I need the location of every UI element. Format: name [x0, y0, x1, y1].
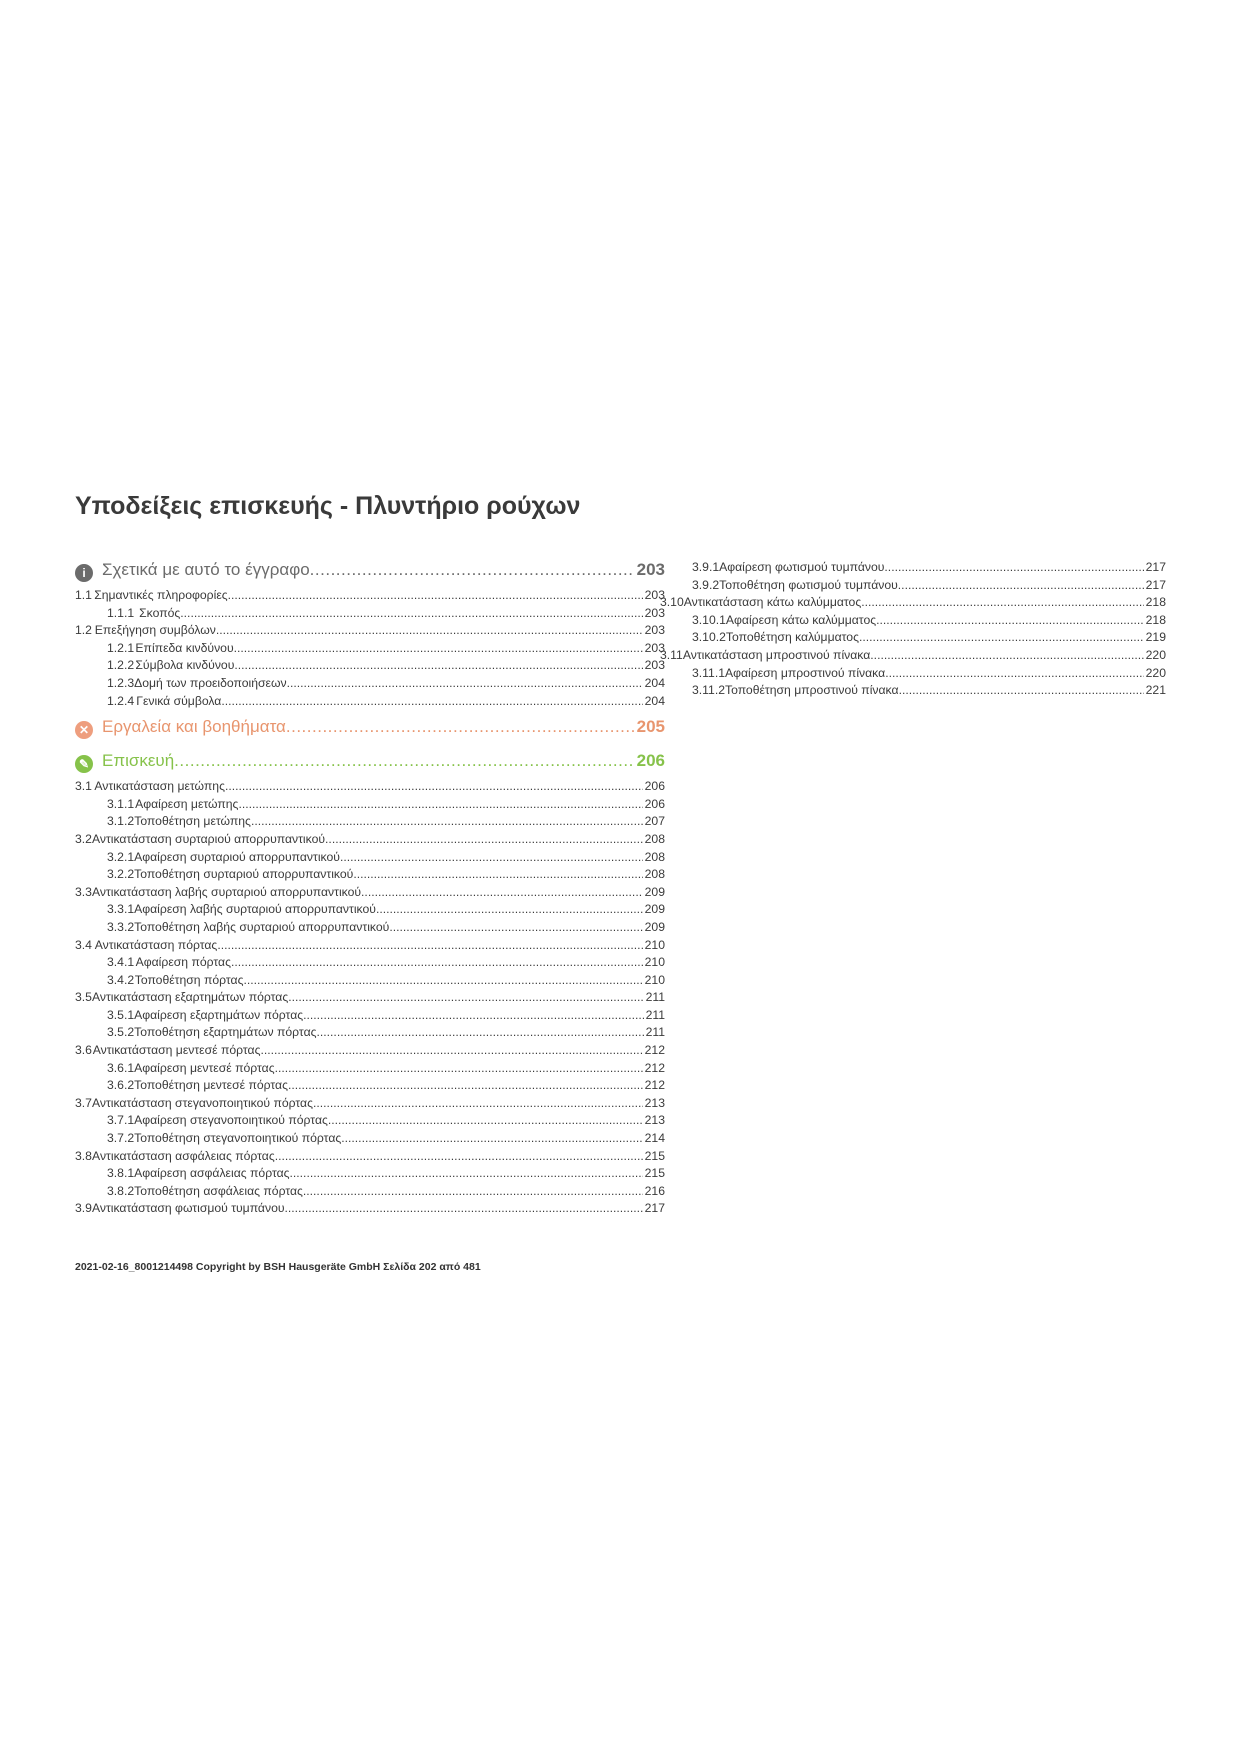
entry-page: 211	[645, 1007, 665, 1022]
toc-entry[interactable]	[75, 1113, 665, 1131]
toc-entry[interactable]	[75, 920, 665, 938]
entry-page: 220	[1145, 647, 1166, 662]
entry-label: Τοποθέτηση μπροστινού πίνακα	[724, 683, 899, 698]
leader-dots	[859, 630, 1144, 644]
entry-number: 3.11.2	[692, 683, 725, 698]
entry-number: 3.6.1	[107, 1060, 135, 1075]
toc-entry[interactable]	[75, 938, 665, 956]
toc-right-column	[660, 560, 1166, 701]
entry-page: 203	[644, 658, 665, 673]
toc-section-tools[interactable]	[75, 717, 665, 745]
entry-label: Αντικατάσταση στεγανοποιητικού πόρτας	[91, 1095, 313, 1110]
toc-list-about	[75, 588, 665, 711]
entry-label: Αφαίρεση φωτισμού τυμπάνου	[719, 560, 885, 574]
info-icon: i	[75, 564, 93, 582]
entry-number: 3.6	[75, 1043, 92, 1058]
section-label: Επισκευή	[102, 751, 175, 771]
entry-label: Αφαίρεση πόρτας	[135, 955, 231, 970]
leader-dots	[303, 1008, 643, 1022]
toc-entry[interactable]	[75, 885, 665, 903]
toc-entry[interactable]	[660, 560, 1166, 578]
leader-dots	[228, 588, 643, 602]
leader-dots	[310, 560, 635, 580]
entry-number: 3.2	[75, 831, 92, 846]
toc-entry[interactable]	[75, 902, 665, 920]
entry-label: Αντικατάσταση μπροστινού πίνακα	[682, 647, 871, 662]
leader-dots	[251, 814, 643, 828]
entry-label: Αντικατάσταση μεντεσέ πόρτας	[92, 1043, 261, 1058]
entry-label: Αφαίρεση μεντεσέ πόρτας	[134, 1060, 275, 1075]
toc-entry[interactable]	[75, 623, 665, 641]
leader-dots	[231, 955, 643, 969]
leader-dots	[288, 1078, 643, 1092]
entry-page: 220	[1145, 665, 1166, 680]
entry-number: 3.4.2	[107, 972, 135, 987]
entry-number: 3.10.2	[692, 630, 726, 645]
entry-page: 217	[644, 1201, 665, 1216]
entry-page: 211	[645, 1025, 665, 1040]
section-page: 205	[636, 717, 665, 737]
entry-label: Αντικατάσταση κάτω καλύμματος	[683, 595, 862, 610]
toc-section-repair[interactable]	[75, 751, 665, 779]
leader-dots	[389, 920, 642, 934]
entry-page: 215	[644, 1166, 665, 1181]
entry-page: 218	[1145, 595, 1166, 610]
entry-number: 3.11.1	[692, 665, 725, 680]
toc-entry[interactable]	[660, 578, 1166, 596]
entry-label: Αφαίρεση στεγανοποιητικού πόρτας	[134, 1113, 328, 1128]
entry-page: 216	[644, 1183, 665, 1198]
entry-label: Αφαίρεση μπροστινού πίνακα	[724, 665, 886, 680]
entry-number: 1.2	[75, 623, 92, 638]
toc-entry[interactable]	[75, 990, 665, 1008]
entry-page: 215	[644, 1148, 665, 1163]
entry-number: 3.7.2	[107, 1131, 135, 1146]
toc-entry[interactable]	[75, 1096, 665, 1114]
entry-page: 210	[644, 955, 665, 970]
toc-entry[interactable]	[75, 1184, 665, 1202]
entry-page: 203	[644, 605, 665, 620]
toc-entry[interactable]	[75, 1149, 665, 1167]
leader-dots	[376, 902, 643, 916]
entry-number: 3.9.2	[692, 577, 720, 592]
entry-label: Σκοπός	[139, 605, 181, 620]
page-footer: 2021-02-16_8001214498 Copyright by BSH Hausgeräte GmbH Σελίδα 202 από 481	[75, 1261, 481, 1273]
entry-number: 3.9	[75, 1201, 92, 1216]
leader-dots	[870, 648, 1143, 662]
toc-entry[interactable]	[75, 1008, 665, 1026]
entry-label: Τοποθέτηση μετώπης	[134, 814, 251, 829]
toc-entry[interactable]	[75, 1201, 665, 1219]
entry-label: Επεξήγηση συμβόλων	[94, 623, 216, 638]
entry-number: 1.1.1	[107, 605, 135, 620]
leader-dots	[288, 990, 643, 1004]
entry-page: 209	[644, 919, 665, 934]
leader-dots	[290, 1166, 643, 1180]
leader-dots	[898, 578, 1144, 592]
leader-dots	[341, 1131, 642, 1145]
entry-label: Τοποθέτηση πόρτας	[134, 972, 244, 987]
entry-page: 208	[644, 849, 665, 864]
toc-entry[interactable]	[75, 832, 665, 850]
leader-dots	[243, 973, 642, 987]
toc-entry[interactable]	[660, 630, 1166, 648]
entry-page: 209	[644, 902, 665, 917]
leader-dots	[275, 1149, 643, 1163]
entry-label: Τοποθέτηση καλύμματος	[725, 630, 859, 645]
section-label: Εργαλεία και βοηθήματα	[102, 717, 286, 737]
leader-dots	[225, 779, 643, 793]
entry-number: 3.5.1	[107, 1007, 135, 1022]
toc-entry[interactable]	[660, 648, 1166, 666]
entry-page: 206	[644, 796, 665, 811]
entry-page: 207	[644, 814, 665, 829]
entry-label: Γενικά σύμβολα	[136, 693, 222, 708]
entry-number: 3.4	[75, 937, 92, 952]
toc-entry[interactable]	[75, 1061, 665, 1079]
entry-page: 208	[644, 831, 665, 846]
entry-page: 213	[644, 1113, 665, 1128]
leader-dots	[174, 751, 634, 771]
page-title: Υποδείξεις επισκευής - Πλυντήριο ρούχων	[75, 492, 581, 520]
leader-dots	[260, 1043, 642, 1057]
toc-entry[interactable]	[660, 613, 1166, 631]
entry-page: 209	[644, 884, 665, 899]
toc-entry[interactable]	[75, 1166, 665, 1184]
leader-dots	[217, 938, 642, 952]
entry-number: 3.11	[660, 647, 683, 662]
entry-label: Αντικατάσταση φωτισμού τυμπάνου	[91, 1201, 285, 1216]
leader-dots	[861, 595, 1143, 609]
entry-number: 1.2.2	[107, 658, 135, 673]
toc-entry[interactable]	[75, 694, 665, 712]
toc-left-column	[75, 560, 665, 1219]
leader-dots	[317, 1025, 644, 1039]
leader-dots	[884, 560, 1143, 574]
entry-label: Αφαίρεση συρταριού απορρυπαντικού	[134, 849, 340, 864]
toc-list-repair-left	[75, 779, 665, 1219]
entry-number: 3.3	[75, 884, 92, 899]
toc-entry[interactable]	[75, 588, 665, 606]
entry-page: 214	[644, 1131, 665, 1146]
leader-dots	[361, 885, 643, 899]
leader-dots	[287, 676, 643, 690]
entry-number: 3.1.1	[107, 796, 135, 811]
tools-cross-icon: ✕	[75, 721, 93, 739]
entry-page: 212	[644, 1043, 665, 1058]
entry-number: 3.3.1	[107, 902, 135, 917]
entry-number: 1.1	[75, 588, 92, 602]
entry-number: 3.8.1	[107, 1166, 135, 1181]
toc-entry[interactable]	[660, 595, 1166, 613]
entry-page: 210	[644, 937, 665, 952]
toc-entry[interactable]	[75, 973, 665, 991]
leader-dots	[325, 832, 643, 846]
leader-dots	[238, 797, 642, 811]
entry-label: Αντικατάσταση εξαρτημάτων πόρτας	[91, 990, 289, 1005]
entry-page: 213	[644, 1095, 665, 1110]
entry-number: 3.6.2	[107, 1078, 135, 1093]
entry-label: Τοποθέτηση φωτισμού τυμπάνου	[719, 577, 898, 592]
leader-dots	[885, 666, 1143, 680]
entry-label: Τοποθέτηση στεγανοποιητικού πόρτας	[134, 1131, 342, 1146]
entry-page: 212	[644, 1060, 665, 1075]
entry-number: 3.9.1	[692, 560, 720, 574]
entry-label: Σημαντικές πληροφορίες	[94, 588, 228, 602]
entry-page: 212	[644, 1078, 665, 1093]
leader-dots	[876, 613, 1144, 627]
entry-number: 3.2.2	[107, 867, 135, 882]
entry-label: Τοποθέτηση συρταριού απορρυπαντικού	[134, 867, 354, 882]
entry-page: 204	[644, 675, 665, 690]
entry-label: Τοποθέτηση μεντεσέ πόρτας	[134, 1078, 288, 1093]
entry-number: 3.8.2	[107, 1183, 135, 1198]
entry-page: 203	[644, 640, 665, 655]
entry-label: Αντικατάσταση συρταριού απορρυπαντικού	[91, 831, 326, 846]
entry-number: 3.7.1	[107, 1113, 135, 1128]
entry-number: 3.2.1	[107, 849, 135, 864]
toc-entry[interactable]	[75, 606, 665, 624]
toc-entry[interactable]	[75, 779, 665, 797]
entry-label: Τοποθέτηση λαβής συρταριού απορρυπαντικού	[134, 919, 390, 934]
entry-number: 3.1	[75, 779, 92, 794]
toc-section-about[interactable]	[75, 560, 665, 588]
section-label: Σχετικά με αυτό το έγγραφο	[102, 560, 310, 579]
entry-number: 3.4.1	[107, 955, 135, 970]
toc-entry[interactable]	[75, 797, 665, 815]
entry-number: 3.7	[75, 1095, 92, 1110]
repair-icon: ✎	[75, 755, 93, 773]
section-page: 206	[636, 751, 665, 771]
entry-label: Αφαίρεση μετώπης	[135, 796, 239, 811]
leader-dots	[313, 1096, 643, 1110]
entry-page: 208	[644, 867, 665, 882]
toc-entry[interactable]	[660, 666, 1166, 684]
entry-label: Σύμβολα κινδύνου	[135, 658, 235, 673]
entry-page: 217	[1145, 577, 1166, 592]
entry-label: Αντικατάσταση πόρτας	[94, 937, 218, 952]
section-page: 203	[636, 560, 665, 579]
leader-dots	[353, 867, 642, 881]
leader-dots	[275, 1061, 643, 1075]
toc-entry[interactable]	[75, 641, 665, 659]
entry-label: Τοποθέτηση εξαρτημάτων πόρτας	[134, 1025, 317, 1040]
entry-label: Αφαίρεση εξαρτημάτων πόρτας	[134, 1007, 304, 1022]
entry-page: 203	[644, 623, 665, 638]
leader-dots	[303, 1184, 643, 1198]
entry-number: 3.1.2	[107, 814, 135, 829]
leader-dots	[216, 623, 643, 637]
entry-page: 210	[644, 972, 665, 987]
leader-dots	[285, 1201, 643, 1215]
entry-label: Αφαίρεση κάτω καλύμματος	[725, 612, 877, 627]
leader-dots	[180, 606, 642, 620]
entry-number: 1.2.3	[107, 675, 135, 690]
toc-entry[interactable]	[75, 814, 665, 832]
toc-entry[interactable]	[75, 1025, 665, 1043]
leader-dots	[234, 641, 643, 655]
entry-number: 3.10.1	[692, 612, 726, 627]
entry-number: 3.3.2	[107, 919, 135, 934]
leader-dots	[340, 850, 643, 864]
leader-dots	[221, 694, 642, 708]
toc-entry[interactable]	[75, 658, 665, 676]
entry-number: 1.2.4	[107, 693, 135, 708]
leader-dots	[328, 1113, 643, 1127]
toc-entry[interactable]	[75, 1078, 665, 1096]
leader-dots	[234, 658, 642, 672]
leader-dots	[899, 683, 1144, 697]
entry-page: 211	[645, 990, 665, 1005]
leader-dots	[286, 717, 635, 737]
toc-list-repair-right	[660, 560, 1166, 701]
entry-page: 203	[644, 588, 665, 602]
entry-page: 218	[1145, 612, 1166, 627]
toc-entry[interactable]	[660, 683, 1166, 701]
entry-page: 217	[1145, 560, 1166, 574]
entry-label: Αντικατάσταση ασφάλειας πόρτας	[92, 1148, 275, 1163]
entry-page: 206	[644, 779, 665, 794]
toc-entry[interactable]	[75, 1043, 665, 1061]
toc-entry[interactable]	[75, 867, 665, 885]
entry-number: 3.10	[660, 595, 684, 610]
toc-entry[interactable]	[75, 955, 665, 973]
entry-label: Επίπεδα κινδύνου	[135, 640, 234, 655]
entry-label: Αφαίρεση λαβής συρταριού απορρυπαντικού	[134, 902, 376, 917]
entry-label: Δομή των προειδοποιήσεων	[134, 675, 287, 690]
entry-page: 219	[1145, 630, 1166, 645]
entry-label: Τοποθέτηση ασφάλειας πόρτας	[134, 1183, 303, 1198]
entry-label: Αφαίρεση ασφάλειας πόρτας	[134, 1166, 290, 1181]
entry-number: 1.2.1	[107, 640, 135, 655]
toc-entry[interactable]	[75, 676, 665, 694]
toc-entry[interactable]	[75, 1131, 665, 1149]
entry-label: Αντικατάσταση λαβής συρταριού απορρυπαντικού	[91, 884, 362, 899]
entry-number: 3.5.2	[107, 1025, 135, 1040]
toc-entry[interactable]	[75, 850, 665, 868]
entry-number: 3.8	[75, 1148, 92, 1163]
entry-page: 204	[644, 693, 665, 708]
entry-label: Αντικατάσταση μετώπης	[94, 779, 225, 794]
entry-number: 3.5	[75, 990, 92, 1005]
entry-page: 221	[1145, 683, 1166, 698]
